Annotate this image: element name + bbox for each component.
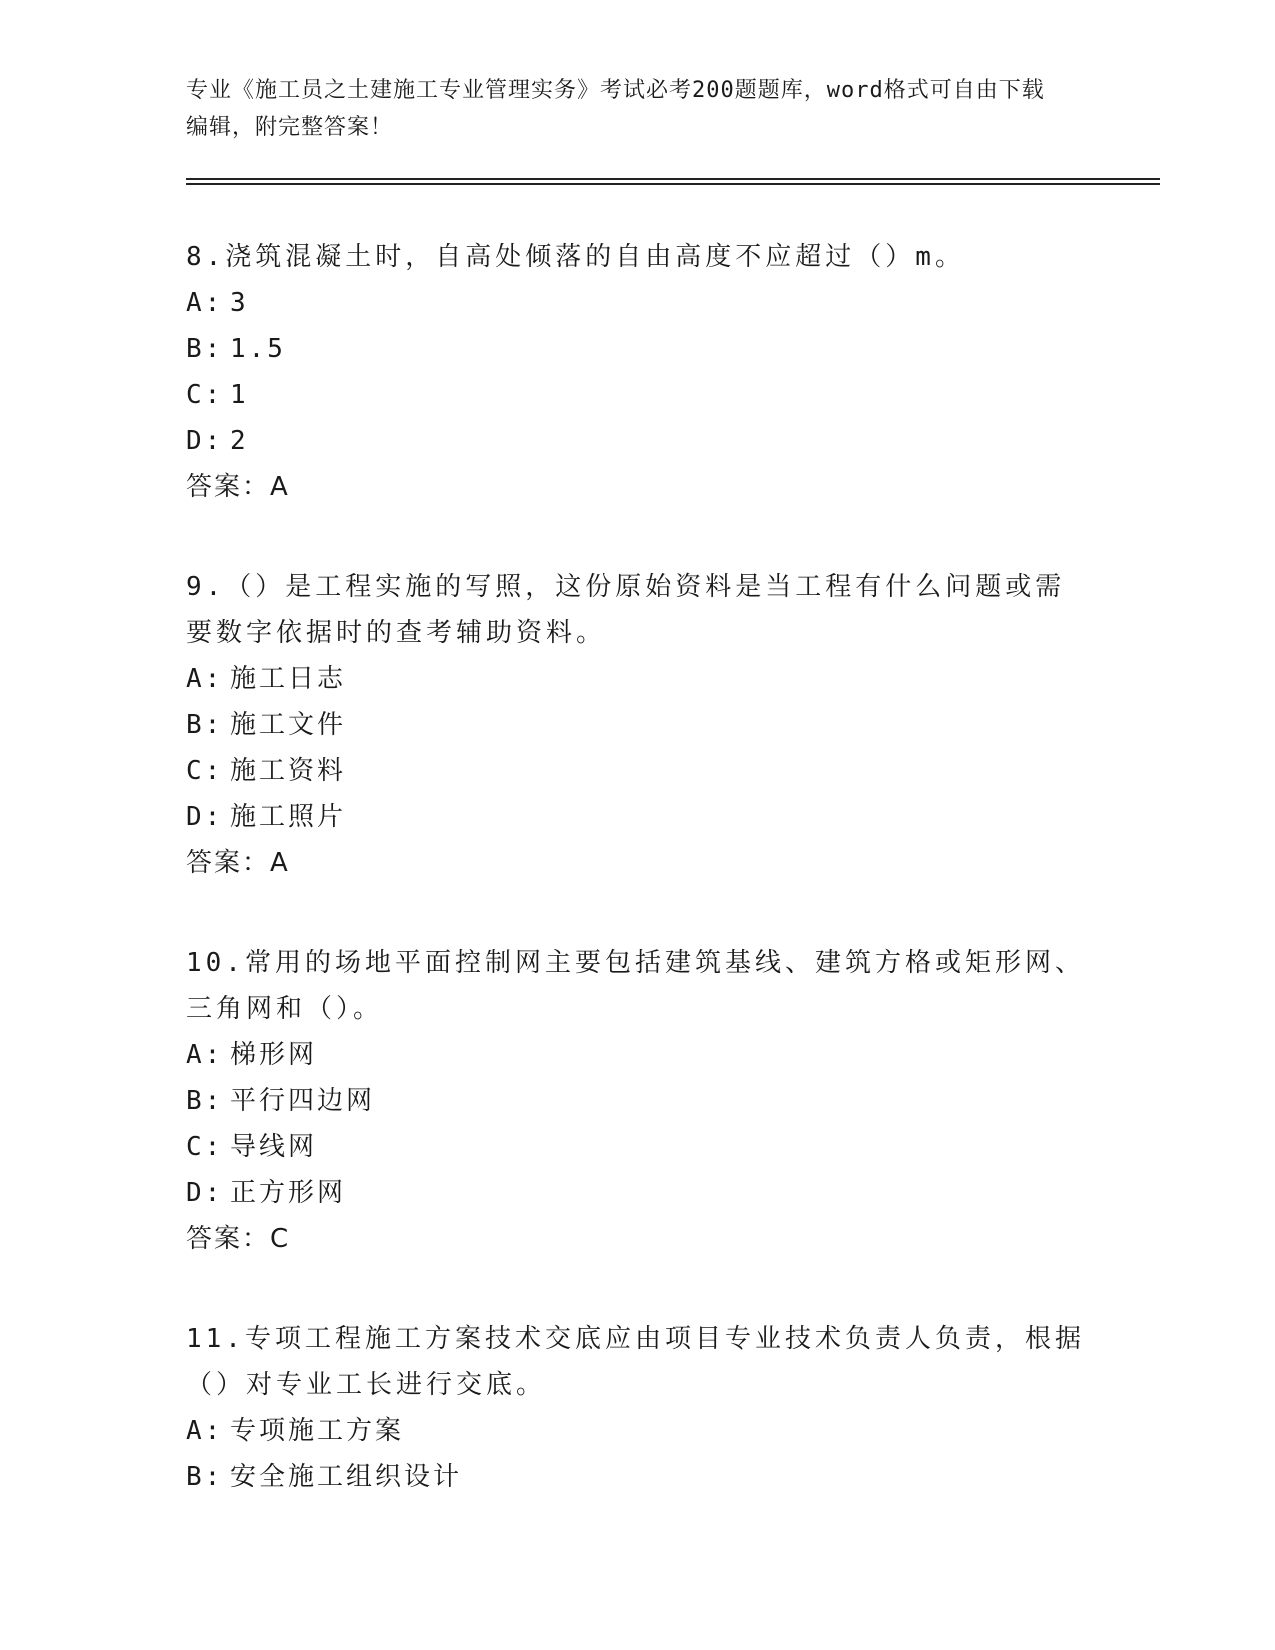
option-text: 施工日志 — [230, 664, 347, 694]
question-text: 11.专项工程施工方案技术交底应由项目专业技术负责人负责，根据（）对专业工长进行交底。 — [186, 1324, 1085, 1400]
option-c — [186, 748, 1086, 794]
question-list — [186, 234, 1086, 1554]
option-label: D: — [186, 1178, 224, 1208]
header-divider-bottom — [186, 183, 1160, 185]
option-label: A: — [186, 664, 224, 694]
option-text: 1.5 — [230, 334, 286, 364]
option-b — [186, 326, 1086, 372]
option-d — [186, 1170, 1086, 1216]
option-c — [186, 1124, 1086, 1170]
option-label: C: — [186, 1132, 224, 1162]
question-9 — [186, 564, 1086, 886]
question-10 — [186, 940, 1086, 1262]
question-text: 9.（）是工程实施的写照，这份原始资料是当工程有什么问题或需要数字依据时的查考辅助资料。 — [186, 572, 1066, 648]
option-d — [186, 794, 1086, 840]
option-text: 3 — [230, 288, 249, 318]
option-d — [186, 418, 1086, 464]
question-11 — [186, 1316, 1086, 1500]
option-label: A: — [186, 1416, 224, 1446]
option-text: 施工文件 — [230, 710, 347, 740]
option-text: 1 — [230, 380, 249, 410]
option-label: D: — [186, 802, 224, 832]
header-divider-top — [186, 178, 1160, 180]
option-b — [186, 702, 1086, 748]
option-b — [186, 1078, 1086, 1124]
option-text: 施工照片 — [230, 802, 347, 832]
option-text: 专项施工方案 — [230, 1416, 405, 1446]
answer-line: 答案：C — [186, 1224, 291, 1254]
option-text: 正方形网 — [230, 1178, 347, 1208]
option-text: 平行四边网 — [230, 1086, 376, 1116]
question-8 — [186, 234, 1086, 510]
option-text: 梯形网 — [230, 1040, 318, 1070]
option-label: A: — [186, 288, 224, 318]
option-label: B: — [186, 1462, 224, 1492]
document-header: 专业《施工员之土建施工专业管理实务》考试必考200题题库，word格式可自由下载编辑，附完整答案！ — [186, 78, 1045, 140]
option-label: B: — [186, 710, 224, 740]
option-text: 安全施工组织设计 — [230, 1462, 463, 1492]
option-label: A: — [186, 1040, 224, 1070]
answer-line: 答案：A — [186, 472, 290, 502]
option-a — [186, 656, 1086, 702]
answer-line: 答案：A — [186, 848, 290, 878]
option-label: D: — [186, 426, 224, 456]
option-label: B: — [186, 334, 224, 364]
option-text: 2 — [230, 426, 249, 456]
option-a — [186, 280, 1086, 326]
option-a — [186, 1408, 1086, 1454]
option-label: B: — [186, 1086, 224, 1116]
question-text: 10.常用的场地平面控制网主要包括建筑基线、建筑方格或矩形网、三角网和（）。 — [186, 948, 1085, 1024]
option-text: 导线网 — [230, 1132, 318, 1162]
option-b — [186, 1454, 1086, 1500]
question-text: 8.浇筑混凝土时，自高处倾落的自由高度不应超过（）m。 — [186, 242, 965, 272]
option-c — [186, 372, 1086, 418]
option-label: C: — [186, 756, 224, 786]
option-a — [186, 1032, 1086, 1078]
option-text: 施工资料 — [230, 756, 347, 786]
option-label: C: — [186, 380, 224, 410]
